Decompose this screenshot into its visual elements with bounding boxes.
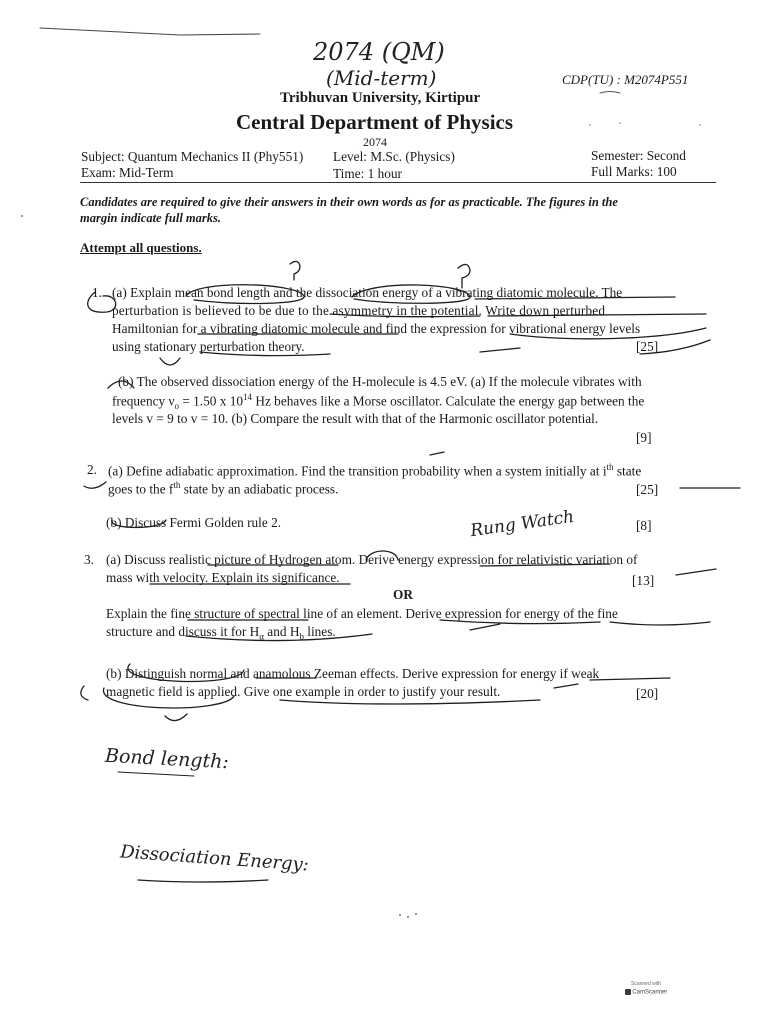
q1b-mark xyxy=(108,381,134,388)
university-name: Tribhuvan University, Kirtipur xyxy=(280,90,481,106)
q3b-line-2: magnetic field is applied. Give one example in order to justify your result. xyxy=(106,684,501,699)
cdp-code: CDP(TU) : M2074P551 xyxy=(562,72,689,87)
q2-mark xyxy=(84,482,106,488)
q1b-line-3: levels v = 9 to v = 10. (b) Compare the result with that of the Harmonic oscillator potential. xyxy=(112,411,599,426)
q2a-line-1-end: state xyxy=(613,463,642,479)
q3b-underline-energy xyxy=(590,678,670,680)
scan-speckle xyxy=(407,916,409,918)
q3-alt-line-2-end: lines. xyxy=(303,624,336,639)
camscanner-name: CamScanner xyxy=(632,989,668,996)
q3-or: OR xyxy=(393,587,413,602)
q3-derive-circle xyxy=(366,551,398,560)
answer-dissociation-underline xyxy=(138,880,268,882)
level-line: Level: M.Sc. (Physics) xyxy=(333,149,455,164)
q3-alt-line-1: Explain the fine structure of spectral line of an element. Derive expression for energy of the fine xyxy=(106,606,618,621)
q3-alt-line-2-mid: and H xyxy=(263,624,300,639)
scan-speckle xyxy=(21,215,23,217)
q2a-line-2-end: state by an adiabatic process. xyxy=(180,481,339,497)
q3b-left-bracket xyxy=(81,686,88,700)
q1-underline-diatomic xyxy=(475,297,675,299)
q3b-loop-magnetic xyxy=(103,688,234,708)
exam-year: 2074 xyxy=(363,135,387,149)
time-line: Time: 1 hour xyxy=(333,166,402,181)
q1b-frequency-mid: = 1.50 x 10 xyxy=(179,393,244,409)
q1-loop-bond xyxy=(186,285,304,304)
handwritten-dissociation-energy: Dissociation Energy: xyxy=(119,841,310,876)
q1-question-mark-2 xyxy=(458,264,470,288)
q3b-line-1: (b) Distinguish normal and anamolous Zeeman effects. Derive expression for energy if weak xyxy=(106,666,600,681)
q3-underline-derive xyxy=(440,620,600,624)
q3-alt-sub-2: b xyxy=(299,631,304,642)
q3-alt-line-2-text: structure and discuss it for H xyxy=(106,624,260,639)
q2-dash xyxy=(430,452,444,455)
camscanner-line-1: Scanned with xyxy=(630,981,662,987)
q3-right-dash xyxy=(470,624,500,630)
scan-speckle xyxy=(619,122,621,124)
q1-number: 1. xyxy=(92,285,102,300)
q1b-frequency-rest: Hz behaves like a Morse oscillator. Calculate the energy gap between the xyxy=(252,393,645,409)
q1-underline-asymmetry xyxy=(330,314,480,317)
q2b-line-1: (b) Discuss Fermi Golden rule 2. xyxy=(106,515,282,530)
full-marks-line: Full Marks: 100 xyxy=(591,164,677,179)
q1b-frequency-exp: 14 xyxy=(243,392,253,402)
q1-arrow-mark xyxy=(160,358,180,365)
scan-speckle xyxy=(415,913,417,915)
q3b-underline-example xyxy=(280,700,540,704)
q1a-line-4: using stationary perturbation theory. xyxy=(112,339,305,354)
q1a-line-3: Hamiltonian for a vibrating diatomic molecule and find the expression for vibrational energy levels xyxy=(112,321,641,336)
q1-mark-circle xyxy=(88,292,116,312)
q1b-frequency-text: frequency ν xyxy=(112,393,175,409)
q1a-line-1: (a) Explain mean bond length and the dissociation energy of a vibrating diatomic molecule. The xyxy=(112,285,623,300)
attempt-all-heading: Attempt all questions. xyxy=(80,240,202,255)
q3a-line-2: mass with velocity. Explain its significance. xyxy=(106,570,340,585)
q1-dash-right xyxy=(480,348,520,352)
q3-underline-fine-right xyxy=(610,622,710,625)
instruction-line-1: Candidates are required to give their answers in their own words as for as practicable. The figures in the xyxy=(80,195,618,209)
q2b-circle xyxy=(112,520,166,528)
handwritten-year-course: 2074 (QM) xyxy=(313,38,445,66)
q2a-line-1-text: (a) Define adiabatic approximation. Find the transition probability when a system initially at i xyxy=(108,463,607,479)
q3-underline-relativistic xyxy=(480,564,610,566)
handwritten-question-note: Rung Watch xyxy=(469,506,576,542)
q3a-line-1: (a) Discuss realistic picture of Hydrogen atom. Derive energy expression for relativistic variation of xyxy=(106,552,638,567)
q1b-line-1: (b) The observed dissociation energy of the H-molecule is 4.5 eV. (a) If the molecule vibrates with xyxy=(118,374,642,389)
q2a-line-2-text: goes to the f xyxy=(108,481,174,497)
department-title: Central Department of Physics xyxy=(236,110,514,134)
q1b-frequency-sub: o xyxy=(174,401,179,412)
q3-tail-13 xyxy=(676,569,716,575)
q1-right-curve xyxy=(640,340,710,354)
q2a-line-1-sup: th xyxy=(606,462,614,472)
q2b-marks: [8] xyxy=(636,518,652,533)
exam-line: Exam: Mid-Term xyxy=(81,165,174,180)
q1-loop-dissociation xyxy=(352,285,470,303)
instruction-line-2: margin indicate full marks. xyxy=(80,211,221,225)
scan-speckle xyxy=(589,124,591,126)
scan-speckle xyxy=(399,914,401,916)
q1-underline-perturbed xyxy=(488,314,706,316)
q1-question-mark-1 xyxy=(290,261,300,280)
q2-number: 2. xyxy=(87,462,97,477)
q2a-line-2-sup: th xyxy=(173,480,181,490)
q3-number: 3. xyxy=(84,552,94,567)
q3b-loop-distinguish xyxy=(128,664,244,681)
q3-alt-sub-1: α xyxy=(259,631,264,642)
handwritten-term: (Mid-term) xyxy=(326,66,437,90)
q1a-line-2: perturbation is believed to be due to the asymmetry in the potential. Write down perturbed xyxy=(112,303,606,318)
q3b-tick xyxy=(554,684,578,688)
answer-bond-underline xyxy=(118,772,194,776)
q1b-marks: [9] xyxy=(636,430,652,445)
handwritten-bond-length: Bond length: xyxy=(104,744,230,774)
semester-line: Semester: Second xyxy=(591,148,686,163)
q1a-marks: [25] xyxy=(636,339,659,354)
q1-loop-levels xyxy=(510,328,706,339)
q2a-marks: [25] xyxy=(636,482,659,497)
scan-speckle xyxy=(699,124,701,126)
q3b-small-mark xyxy=(165,714,187,721)
q3a-marks: [13] xyxy=(632,573,655,588)
q1-underline-stationary xyxy=(200,352,330,356)
q3b-marks: [20] xyxy=(636,686,659,701)
subject-line: Subject: Quantum Mechanics II (Phy551) xyxy=(81,149,304,164)
cdp-underline xyxy=(600,92,620,94)
scan-streak-top xyxy=(40,28,260,35)
